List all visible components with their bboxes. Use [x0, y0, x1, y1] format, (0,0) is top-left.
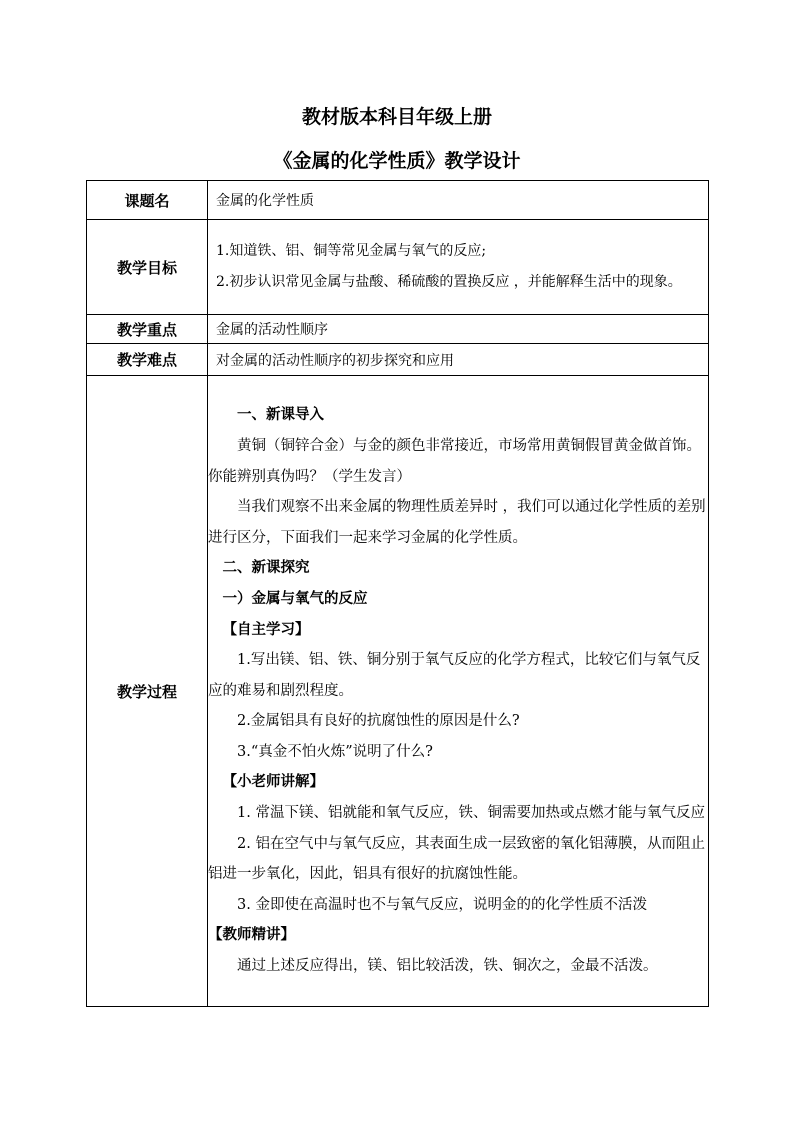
- question: 2.金属铝具有良好的抗腐蚀性的原因是什么?: [237, 713, 520, 730]
- table-row-difficulty: [87, 344, 709, 376]
- table-row-goals: [87, 220, 709, 315]
- table-row-topic: [87, 181, 709, 220]
- activity-heading: 【小老师讲解】: [222, 773, 324, 791]
- summary: 通过上述反应得出，镁、铝比较活泼，铁、铜次之，金最不活泼。: [237, 958, 658, 975]
- document-title: 教材版本科目年级上册: [301, 106, 492, 128]
- section-heading: 一、新课导入: [237, 406, 324, 424]
- paragraph: 黄铜（铜锌合金）与金的颜色非常接近，市场常用黄铜假冒黄金做首饰。你能辨别真伪吗？（学生发言）: [208, 437, 701, 485]
- answer: 1. 常温下镁、铝就能和氧气反应，铁、铜需要加热或点燃才能与氧气反应: [237, 805, 705, 822]
- goal-item: 1.知道铁、铝、铜等常见金属与氧气的反应;: [216, 243, 487, 259]
- paragraph: 当我们观察不出来金属的物理性质差异时 ，我们可以通过化学性质的差别进行区分，下面我们一起来学习金属的化学性质。: [208, 499, 706, 546]
- topic-label: 课题名: [87, 181, 208, 220]
- goal-item: 2.初步认识常见金属与盐酸、稀硫酸的置换反应 ，并能解释生活中的现象。: [216, 274, 682, 290]
- lesson-plan-table: [86, 180, 709, 1007]
- difficulty-value: 对金属的活动性顺序的初步探究和应用: [208, 344, 709, 376]
- table-row-process: [87, 376, 709, 1007]
- answer: 2. 铝在空气中与氧气反应，其表面生成一层致密的氧化铝薄膜，从而阻止铝进一步氧化，因此，铝具有很好的抗腐蚀性能。: [208, 835, 705, 883]
- question: 1.写出镁、铝、铁、铜分别于氧气反应的化学方程式，比较它们与氧气反应的难易和剧烈程度。: [208, 652, 701, 699]
- question: 3.“真金不怕火炼”说明了什么?: [237, 743, 433, 760]
- lesson-title: 《金属的化学性质》教学设计: [273, 150, 521, 172]
- goals-cell: [208, 220, 709, 315]
- section-heading: 二、新课探究: [222, 559, 310, 577]
- process-label: 教学过程: [87, 376, 208, 1007]
- activity-heading: 【自主学习】: [222, 620, 310, 638]
- topic-value: 金属的化学性质: [208, 181, 709, 220]
- table-row-key: [87, 315, 709, 344]
- subsection-heading: 一）金属与氧气的反应: [222, 589, 368, 607]
- goals-label: 教学目标: [87, 220, 208, 315]
- key-value: 金属的活动性顺序: [208, 315, 709, 344]
- activity-heading: 【教师精讲】: [208, 926, 295, 944]
- key-label: 教学重点: [87, 315, 208, 344]
- answer: 3. 金即使在高温时也不与氧气反应，说明金的的化学性质不活泼: [237, 896, 647, 913]
- difficulty-label: 教学难点: [87, 344, 208, 376]
- process-content: [208, 376, 709, 1007]
